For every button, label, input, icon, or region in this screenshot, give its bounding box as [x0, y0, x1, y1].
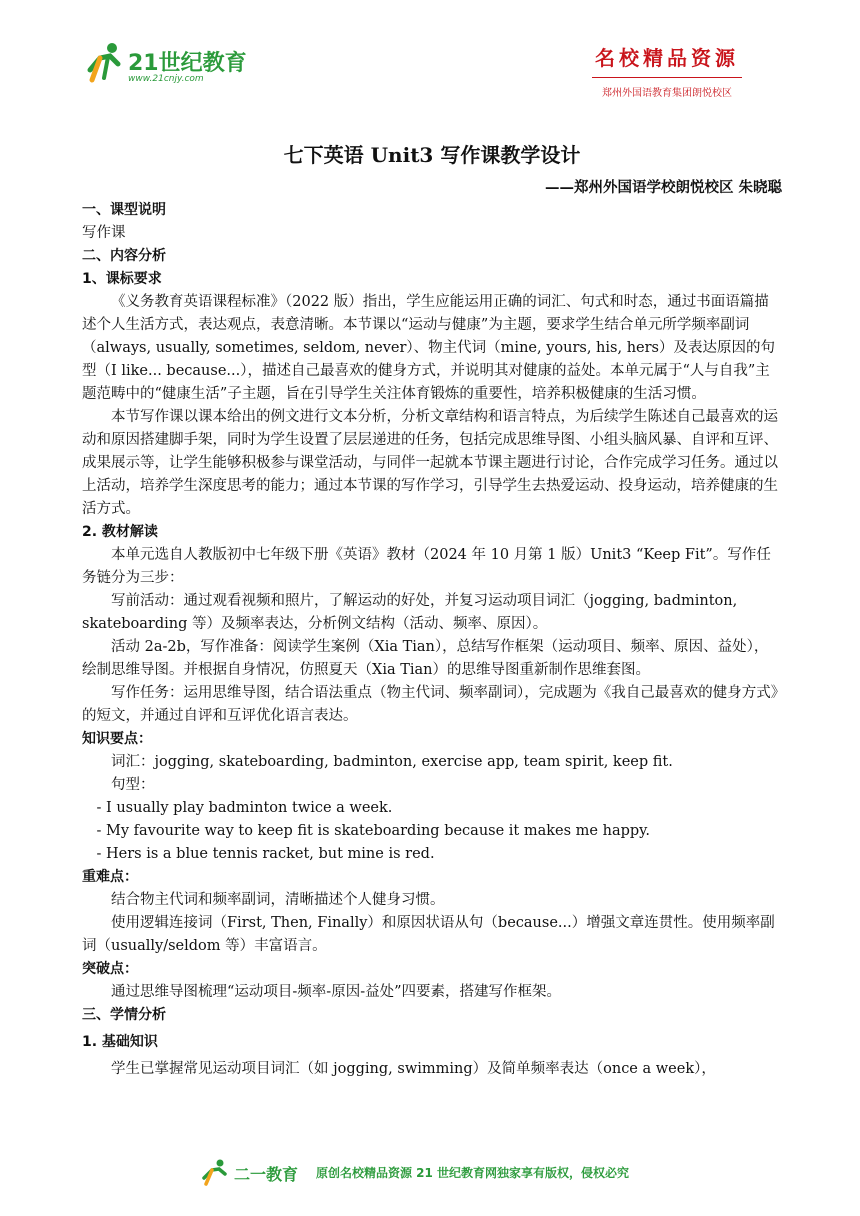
document-author: ——郑州外国语学校朗悦校区 朱晓聪: [544, 179, 782, 196]
vocab-line: 词汇：jogging, skateboarding, badminton, exercise app, team spirit, keep fit.: [111, 754, 673, 770]
logo-url: www.21cnjy.com: [128, 74, 204, 84]
subsection-heading: 1. 基础知识: [82, 1034, 158, 1050]
paragraph: 写作任务：运用思维导图，结合语法重点（物主代词、频率副词），完成题为《我自己最喜欢的健身方式》的短文，并通过自评和互评优化语言表达。: [82, 685, 778, 724]
sentence-item: - Hers is a blue tennis racket, but mine is red.: [96, 846, 435, 862]
footer-logo-text: 二一教育: [234, 1165, 299, 1184]
brand-subtitle: 郑州外国语教育集团朗悦校区: [602, 88, 732, 99]
sentence-item: - I usually play badminton twice a week.: [96, 800, 393, 816]
page-header: [0, 0, 860, 110]
subsection-heading: 1、课标要求: [82, 271, 162, 287]
paragraph: 本单元选自人教版初中七年级下册《英语》教材（2024 年 10 月第 1 版）Unit3 “Keep Fit”。写作任务链分为三步：: [82, 547, 771, 586]
runner-icon: [200, 1158, 230, 1186]
breakthrough-heading: 突破点：: [82, 961, 138, 977]
copyright-text: 原创名校精品资源 21 世纪教育网独家享有版权，侵权必究: [316, 1166, 630, 1180]
paragraph: 本节写作课以课本给出的例文进行文本分析，分析文章结构和语言特点，为后续学生陈述自己最喜欢的运动和原因搭建脚手架，同时为学生设置了层层递进的任务，包括完成思维导图、小组头脑风暴、自评和互评、成果展示等，让学生能够积极参与课堂活动，与同伴一起就本节课主题进行讨论，合作完成学习任务。通过以上活动，培养学生深度思考的能力；通过本节课的写作学习，引导学生去热爱运动、投身运动，培养健康的生活方式。: [82, 409, 778, 517]
paragraph: 活动 2a-2b，写作准备：阅读学生案例（Xia Tian），总结写作框架（运动项目、频率、原因、益处），绘制思维导图。并根据自身情况，仿照夏天（Xia Tian）的思维导图重新制作思维套图。: [82, 639, 769, 678]
paragraph: 通过思维导图梳理“运动项目-频率-原因-益处”四要素，搭建写作框架。: [111, 984, 562, 1000]
knowledge-heading: 知识要点：: [82, 731, 152, 747]
paragraph: 写作课: [82, 225, 126, 241]
paragraph: 学生已掌握常见运动项目词汇（如 jogging, swimming）及简单频率表达（once a week），: [111, 1061, 716, 1077]
section-heading: 一、课型说明: [82, 202, 166, 218]
footer-logo: [200, 1158, 310, 1186]
brand-block: [592, 42, 742, 99]
paragraph: 《义务教育英语课程标准》（2022 版）指出，学生应能运用正确的词汇、句式和时态，通过书面语篇描述个人生活方式，表达观点，表意清晰。本节课以“运动与健康”为主题，要求学生结合单元所学频率副词（always, usually, sometimes, seldom, never）、物主代词（mine, yours, his, hers）及表达原因的句型（I like... because...），描述自己最喜欢的健身方式，并说明其对健康的益处。本单元属于“人与自我”主题范畴中的“健康生活”子主题，旨在引导学生关注体育锻炼的重要性，培养积极健康的生活习惯。: [82, 294, 775, 402]
section-heading: 二、内容分析: [82, 248, 166, 264]
document-body: [82, 140, 782, 1081]
paragraph: 结合物主代词和频率副词，清晰描述个人健身习惯。: [111, 892, 445, 908]
document-title: 七下英语 Unit3 写作课教学设计: [283, 143, 581, 167]
logo-text: 21世纪教育: [128, 51, 247, 76]
brand-divider: [592, 77, 742, 78]
paragraph: 写前活动：通过观看视频和照片，了解运动的好处，并复习运动项目词汇（jogging, badminton, skateboarding 等）及频率表达，分析例文结构（活动、频率、原因）。: [82, 593, 738, 632]
sentence-label: 句型：: [111, 777, 155, 793]
logo-21cnjy: [82, 40, 262, 90]
sentence-item: - My favourite way to keep fit is skateboarding because it makes me happy.: [96, 823, 651, 839]
section-heading: 三、学情分析: [82, 1007, 166, 1023]
runner-icon: [82, 40, 126, 84]
paragraph: 使用逻辑连接词（First, Then, Finally）和原因状语从句（because...）增强文章连贯性。使用频率副词（usually/seldom 等）丰富语言。: [82, 915, 775, 954]
page-footer: [0, 1150, 860, 1190]
key-points-heading: 重难点：: [82, 869, 138, 885]
brand-title: 名校精品资源: [595, 46, 739, 70]
subsection-heading: 2. 教材解读: [82, 524, 158, 540]
